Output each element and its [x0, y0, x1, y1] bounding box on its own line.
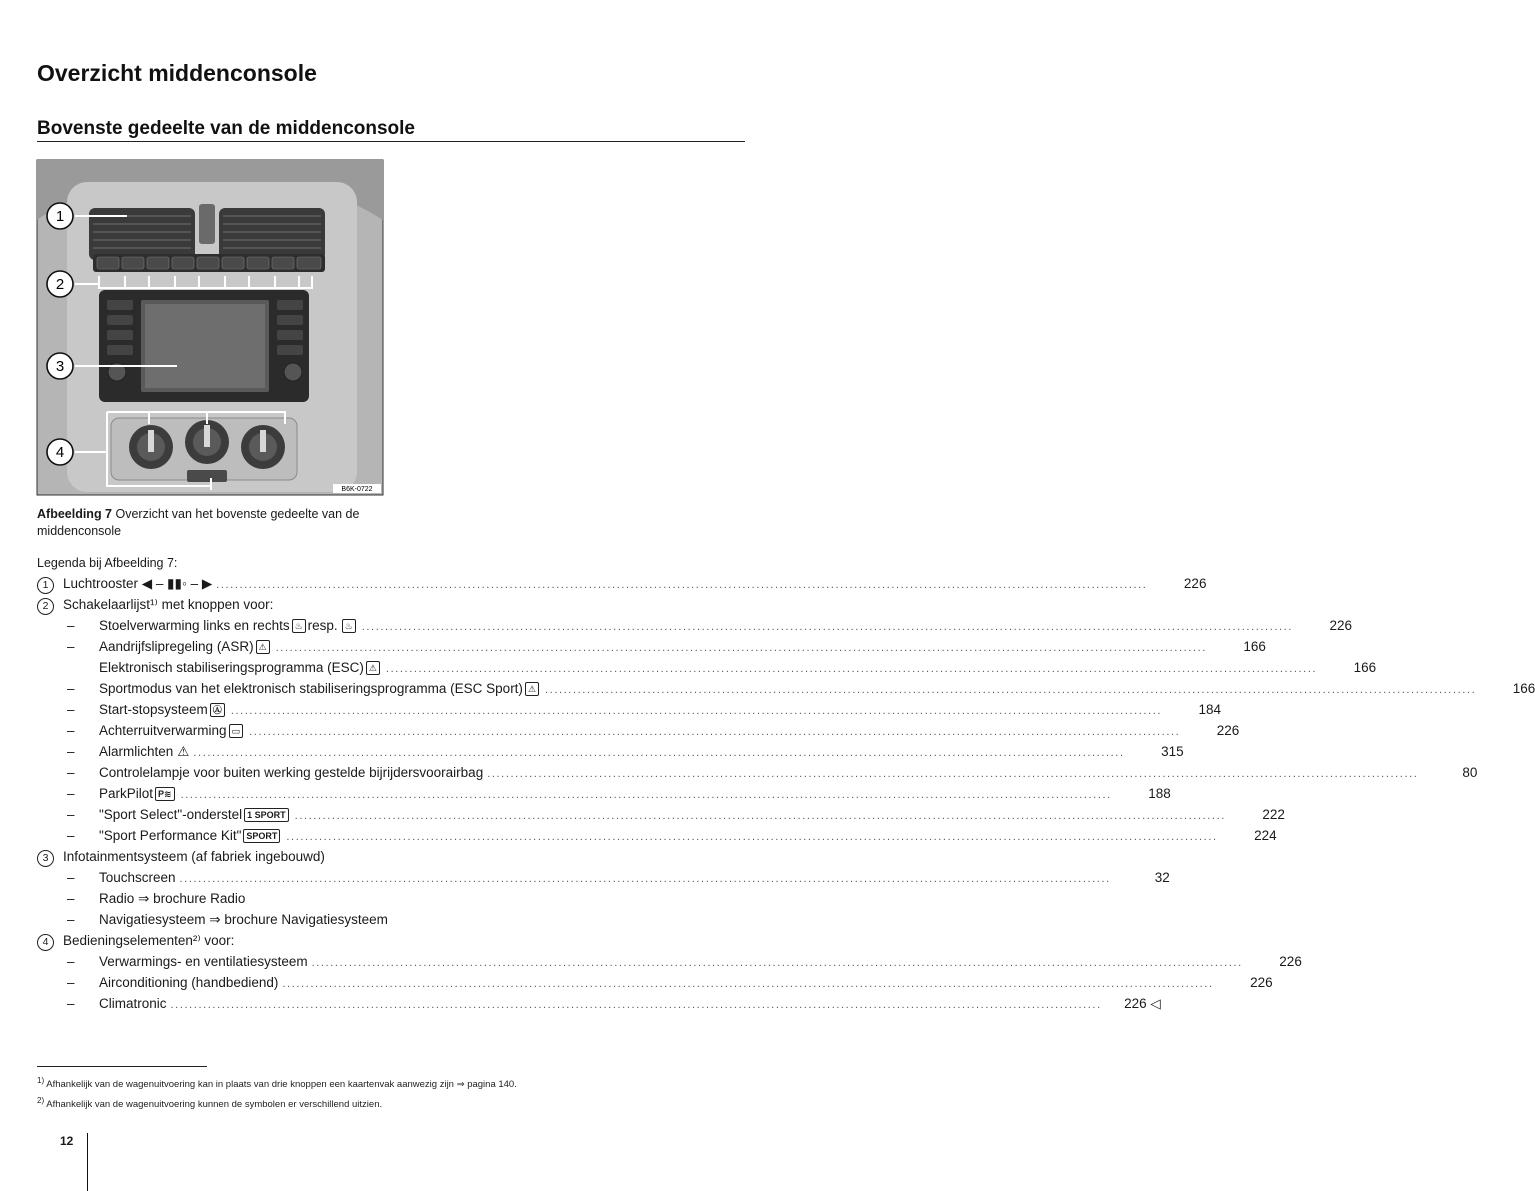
page-number-bar [87, 1133, 88, 1191]
legend-text: Schakelaarlijst¹⁾ met knoppen voor: [63, 597, 274, 612]
legend-text: Aandrijfslipregeling (ASR) [99, 639, 254, 654]
legend-dash-marker: – [67, 828, 75, 843]
legend-row [37, 849, 752, 870]
legend-dash-marker: – [67, 954, 75, 969]
legend-row [37, 723, 1240, 744]
legend-text: Infotainmentsysteem (af fabriek ingebouwd) [63, 849, 325, 864]
leader-dots: ........................................................................................................................................................................................................ [361, 621, 1293, 633]
legend-text: ParkPilot [99, 786, 154, 801]
symbol-icon: ⚠ [525, 682, 539, 696]
figure-caption [37, 506, 382, 540]
legend-page-ref: 226 [1250, 975, 1273, 990]
legend-page-ref: 226 [1279, 954, 1302, 969]
footnote-text: Afhankelijk van de wagenuitvoering kunnen de symbolen er verschillend uitzien. [46, 1099, 383, 1111]
caption-label: Afbeelding 7 [37, 507, 113, 521]
symbol-icon: SPORT [243, 829, 280, 843]
legend-text: Sportmodus van het elektronisch stabiliseringsprogramma (ESC Sport) [99, 681, 523, 696]
svg-text:2: 2 [55, 276, 65, 293]
caption-text: Overzicht van het bovenste gedeelte van de middenconsole [37, 507, 360, 538]
legend-row [37, 618, 1352, 639]
legend-text: Achterruitverwarming [99, 723, 227, 738]
legend-text: Stoelverwarming links en rechts [99, 618, 290, 633]
symbol-icon: Ⓐ [210, 703, 225, 717]
legend-page-ref: 315 [1161, 744, 1184, 759]
footnote-mark: 1) [37, 1076, 45, 1085]
switch-strip [93, 254, 325, 272]
callout-2 [47, 271, 73, 297]
leader-dots: ........................................................................................................................................................................................................ [545, 684, 1477, 696]
figure-code: B6K-0722 [341, 486, 373, 493]
legend-number-marker: 1 [37, 577, 54, 594]
footnote-1 [37, 1076, 517, 1090]
legend-dash-marker: – [67, 702, 75, 717]
leader-dots: ........................................................................................................................................................................................................ [385, 663, 1318, 675]
legend-dash-marker: – [67, 765, 75, 780]
legend-page-ref: 226 [1216, 723, 1240, 738]
symbol-icon: ⚠ [177, 744, 190, 759]
legend-row [37, 660, 1377, 681]
legend-text: Elektronisch stabiliseringsprogramma (ESC) [99, 660, 364, 675]
leader-dots: ........................................................................................................................................................................................................ [311, 957, 1243, 969]
svg-text:3: 3 [55, 358, 65, 375]
legend-dash-marker: – [67, 996, 75, 1011]
legend-text: Climatronic [99, 996, 167, 1011]
legend-row [37, 702, 1222, 723]
legend-text: "Sport Performance Kit" [99, 828, 242, 843]
legend-dash-marker: – [67, 639, 75, 654]
legend-row [37, 870, 1170, 891]
svg-text:1: 1 [55, 208, 65, 225]
legend-row [37, 912, 752, 933]
legend-dash-marker: – [67, 870, 75, 885]
callout-1 [47, 203, 73, 229]
legend-list [37, 576, 1535, 1017]
legend-dash-marker: – [67, 786, 75, 801]
legend-title: Legenda bij Afbeelding 7: [37, 556, 178, 570]
section-rule [37, 141, 745, 142]
legend-text: Touchscreen [99, 870, 176, 885]
leader-dots: ........................................................................................................................................................................................................ [275, 642, 1207, 654]
legend-page-ref: 226 ◁ [1124, 996, 1161, 1011]
legend-dash-marker: – [67, 807, 75, 822]
legend-row [37, 975, 1273, 996]
footnote-mark: 2) [37, 1096, 45, 1105]
legend-text: Alarmlichten [99, 744, 174, 759]
svg-text:4: 4 [55, 444, 65, 461]
legend-dash-marker: – [67, 723, 75, 738]
footnote-rule [37, 1066, 207, 1067]
legend-text: Bedieningselementen²⁾ voor: [63, 933, 235, 948]
legend-page-ref: 226 [1329, 618, 1352, 633]
legend-dash-marker: – [67, 744, 75, 759]
legend-row [37, 639, 1266, 660]
legend-page-ref: 222 [1262, 807, 1285, 822]
leader-dots: ........................................................................................................................................................................................................ [286, 831, 1218, 843]
leader-dots: ........................................................................................................................................................................................................ [249, 726, 1181, 738]
legend-text: Airconditioning (handbediend) [99, 975, 279, 990]
legend-row [37, 576, 1207, 597]
legend-number-marker: 2 [37, 598, 54, 615]
legend-row [37, 807, 1285, 828]
legend-text-secondary: resp. [307, 618, 338, 633]
leader-dots: ........................................................................................................................................................................................................ [216, 579, 1148, 591]
legend-dash-marker: – [67, 975, 75, 990]
callout-4 [47, 439, 73, 465]
footnote-text: Afhankelijk van de wagenuitvoering kan in plaats van drie knoppen een kaartenvak aanwezig zijn ⇒ pagina 140. [46, 1079, 517, 1091]
legend-page-ref: 32 [1154, 870, 1170, 885]
legend-row [37, 765, 1478, 786]
legend-text: Start-stopsysteem [99, 702, 208, 717]
legend-row [37, 786, 1171, 807]
climate-controls [111, 418, 297, 482]
legend-page-ref: 80 [1462, 765, 1478, 780]
legend-page-ref: 224 [1254, 828, 1277, 843]
page-title: Overzicht middenconsole [37, 60, 317, 86]
legend-page-ref: 226 [1183, 576, 1207, 591]
legend-dash-marker: – [67, 681, 75, 696]
legend-text: Radio ⇒ brochure Radio [99, 891, 246, 906]
legend-page-ref: 166 [1353, 660, 1377, 675]
footnote-2 [37, 1096, 382, 1110]
callout-3 [47, 353, 73, 379]
symbol-icon: P≋ [155, 787, 175, 801]
leader-dots: ........................................................................................................................................................................................................ [282, 978, 1214, 990]
console-figure [37, 160, 383, 495]
legend-row [37, 996, 1161, 1017]
legend-row [37, 744, 1184, 765]
legend-row [37, 954, 1302, 975]
leader-dots: ........................................................................................................................................................................................................ [180, 789, 1112, 801]
leader-dots: ........................................................................................................................................................................................................ [193, 747, 1125, 759]
symbol-icon: ⚠ [256, 640, 270, 654]
legend-dash-marker: – [67, 891, 75, 906]
page-number: 12 [60, 1134, 74, 1148]
legend-row [37, 828, 1277, 849]
legend-row [37, 933, 752, 954]
legend-page-ref: 166 [1512, 681, 1535, 696]
symbol-icon: ♨ [292, 619, 306, 633]
legend-row [37, 597, 752, 618]
legend-text: Navigatiesysteem ⇒ brochure Navigatiesysteem [99, 912, 388, 927]
legend-page-ref: 188 [1148, 786, 1171, 801]
legend-number-marker: 3 [37, 850, 54, 867]
leader-dots: ........................................................................................................................................................................................................ [230, 705, 1163, 717]
legend-row [37, 891, 752, 912]
symbol-icon: ⚠ [366, 661, 380, 675]
legend-text: Luchtrooster ◀ – ▮▮◦ – ▶ [63, 576, 213, 591]
legend-text: Verwarmings- en ventilatiesysteem [99, 954, 308, 969]
legend-text: "Sport Select"-onderstel [99, 807, 243, 822]
legend-row [37, 681, 1535, 702]
leader-dots: ........................................................................................................................................................................................................ [179, 873, 1111, 885]
legend-page-ref: 166 [1243, 639, 1266, 654]
legend-page-ref: 184 [1198, 702, 1222, 717]
legend-dash-marker: – [67, 618, 75, 633]
symbol-icon: ▭ [229, 724, 244, 738]
symbol-icon: ♨ [342, 619, 356, 633]
legend-text: Controlelampje voor buiten werking gestelde bijrijdersvoorairbag [99, 765, 484, 780]
symbol-icon: 1 SPORT [244, 808, 289, 822]
section-title: Bovenste gedeelte van de middenconsole [37, 118, 415, 139]
legend-number-marker: 4 [37, 934, 54, 951]
leader-dots: ........................................................................................................................................................................................................ [487, 768, 1419, 780]
leader-dots: ........................................................................................................................................................................................................ [294, 810, 1226, 822]
infotainment-unit [99, 290, 309, 402]
legend-dash-marker: – [67, 912, 75, 927]
leader-dots: ........................................................................................................................................................................................................ [170, 999, 1102, 1011]
